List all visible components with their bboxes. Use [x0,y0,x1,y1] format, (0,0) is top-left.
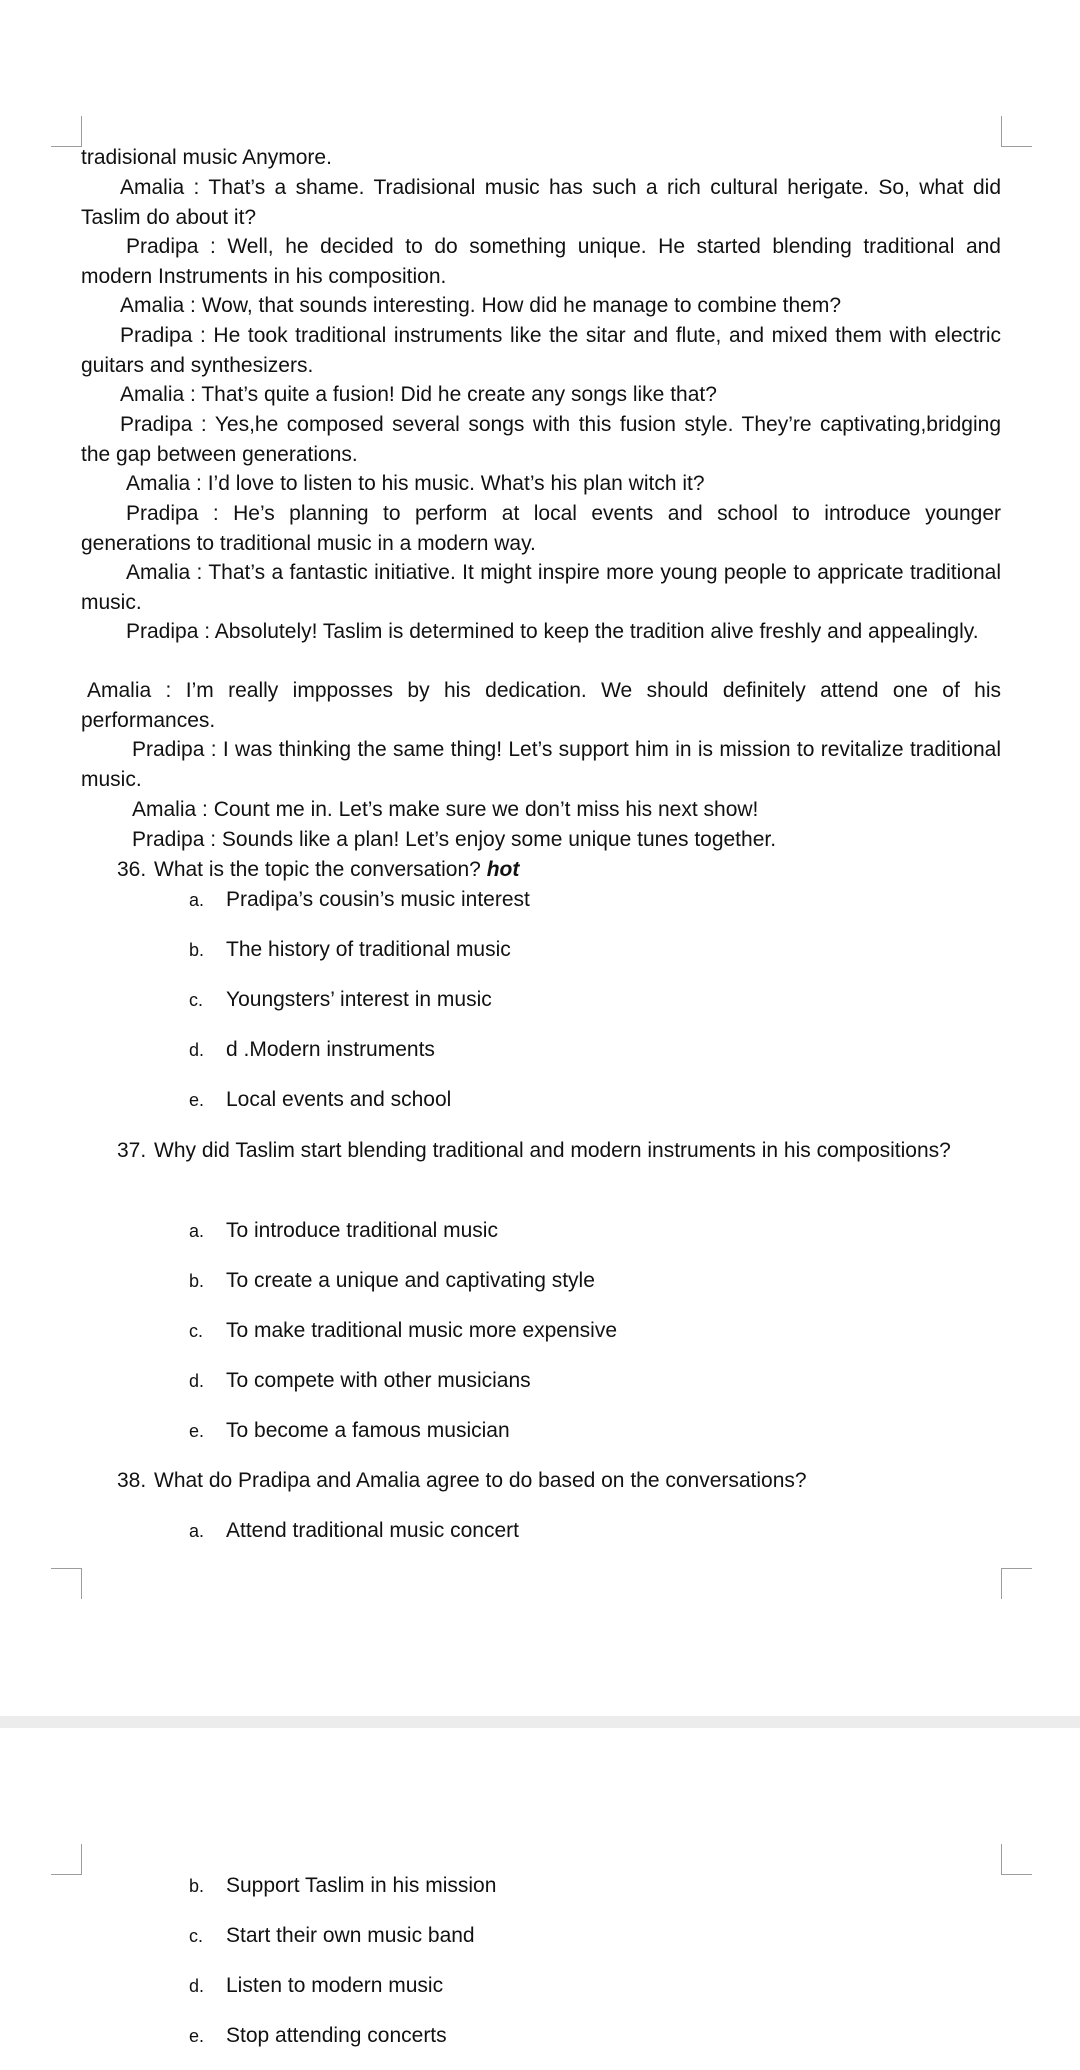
hot-tag: hot [486,858,520,881]
dialogue-line: Pradipa : Absolutely! Taslim is determined to keep the tradition alive freshly and appealingly. [126,620,979,643]
option-text: Attend traditional music concert [226,1519,519,1542]
option-text: Support Taslim in his mission [226,1874,497,1897]
option-letter: a. [189,1221,205,1241]
question-stem: What is the topic the conversation? [154,858,481,881]
option-letter: d. [189,1976,205,1996]
option-37e [189,1416,989,1447]
option-text: To make traditional music more expensive [226,1319,618,1342]
option-text: The history of traditional music [226,938,511,961]
option-38c [189,1921,989,1952]
dialogue-line: Amalia : Wow, that sounds interesting. How did he manage to combine them? [120,294,842,317]
crop-mark-top-right [1001,116,1032,147]
crop-mark-top-left [51,116,82,147]
dialogue-line: Amalia : That’s a shame. Tradisional music has such a rich cultural herigate. So, what did Taslim do about it? [81,176,1001,229]
option-text: Youngsters’ interest in music [226,988,492,1011]
crop-mark-top-right [1001,1844,1032,1875]
option-letter: d. [189,1371,205,1391]
option-38a [189,1516,989,1547]
option-text: d .Modern instruments [226,1038,435,1061]
option-letter: a. [189,890,205,910]
document-page-2 [0,1728,1080,2070]
option-36b [189,935,989,966]
option-38b [189,1871,989,1902]
option-letter: b. [189,1876,205,1896]
question-number: 36. [117,858,147,881]
option-letter: a. [189,1521,205,1541]
question-38 [117,1466,1001,1496]
option-letter: e. [189,1090,205,1110]
option-text: To become a famous musician [226,1419,510,1442]
dialogue-line: tradisional music Anymore. [81,146,332,169]
crop-mark-bottom-right [1001,1568,1032,1599]
dialogue-line: Amalia : I’d love to listen to his music. What’s his plan witch it? [126,472,705,495]
dialogue-line: Pradipa : Sounds like a plan! Let’s enjoy some unique tunes together. [132,828,777,851]
option-letter: c. [189,990,204,1010]
crop-mark-top-left [51,1844,82,1875]
option-letter: b. [189,940,205,960]
dialogue-line: Pradipa : Well, he decided to do something unique. He started blending traditional and modern Instruments in his composition. [81,235,1001,288]
question-37 [117,1136,1001,1166]
dialogue-line: Amalia : That’s quite a fusion! Did he create any songs like that? [120,383,717,406]
option-text: Stop attending concerts [226,2024,447,2047]
question-text [154,855,1001,885]
question-number: 38. [117,1469,147,1492]
option-37c [189,1316,989,1347]
option-letter: c. [189,1926,204,1946]
option-letter: d. [189,1040,205,1060]
option-letter: c. [189,1321,204,1341]
page-separator [0,1716,1080,1728]
option-text: Start their own music band [226,1924,475,1947]
dialogue-line: Pradipa : He’s planning to perform at local events and school to introduce younger generations to traditional music in a modern way. [81,502,1001,555]
dialogue-line: Amalia : Count me in. Let’s make sure we don’t miss his next show! [132,798,759,821]
option-text: To introduce traditional music [226,1219,498,1242]
dialogue-line: Amalia : That’s a fantastic initiative. It might inspire more young people to appricate traditional music. [81,561,1001,614]
question-number: 37. [117,1139,147,1162]
question-text: What do Pradipa and Amalia agree to do based on the conversations? [154,1469,807,1492]
dialogue-line: Pradipa : He took traditional instruments like the sitar and flute, and mixed them with electric guitars and synthesizers. [81,324,1001,377]
option-letter: b. [189,1271,205,1291]
option-text: To compete with other musicians [226,1369,531,1392]
dialogue-line: Pradipa : I was thinking the same thing! Let’s support him in is mission to revitalize traditional music. [81,738,1001,791]
option-text: Local events and school [226,1088,452,1111]
option-38d [189,1971,989,2002]
question-36 [117,855,1001,885]
option-36a [189,885,989,916]
option-36c [189,985,989,1016]
option-text: To create a unique and captivating style [226,1269,595,1292]
option-37b [189,1266,989,1297]
dialogue-line: Pradipa : Yes,he composed several songs with this fusion style. They’re captivating,bridging the gap between generations. [81,413,1001,466]
option-36e [189,1085,989,1116]
option-letter: e. [189,1421,205,1441]
option-36d [189,1035,989,1066]
crop-mark-bottom-left [51,1568,82,1599]
question-text: Why did Taslim start blending traditional and modern instruments in his compositions? [154,1139,951,1162]
option-text: Listen to modern music [226,1974,444,1997]
option-37d [189,1366,989,1397]
option-letter: e. [189,2026,205,2046]
option-37a [189,1216,989,1247]
option-text: Pradipa’s cousin’s music interest [226,888,530,911]
dialogue-line: Amalia : I’m really impposses by his dedication. We should definitely attend one of his performances. [81,679,1001,732]
option-38e [189,2021,989,2052]
